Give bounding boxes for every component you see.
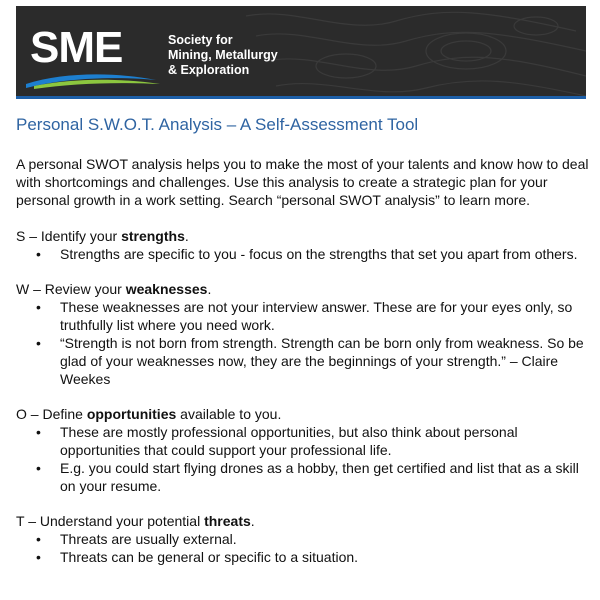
section-weaknesses (16, 280, 591, 388)
header-banner (16, 6, 586, 96)
heading-prefix: T – Understand your potential (16, 513, 205, 529)
section-threats (16, 512, 591, 566)
list-item-text: Threats are usually external. (60, 531, 237, 547)
banner-underline (16, 96, 586, 99)
bullet-icon: • (36, 335, 41, 351)
bullet-icon: • (36, 460, 41, 476)
list-item-text: These weaknesses are not your interview answer. These are for your eyes only, so truthfully list where you need work. (60, 299, 573, 333)
section-opportunities (16, 405, 591, 495)
section-heading (16, 512, 591, 530)
section-heading (16, 405, 591, 423)
heading-prefix: W – Review your (16, 281, 126, 297)
section-strengths (16, 227, 591, 263)
bullet-icon: • (36, 531, 41, 547)
heading-suffix: . (184, 228, 189, 244)
list-item-text: “Strength is not born from strength. Strength can be born only from weakness. So be glad of your weaknesses now, they are the beginnings of your strength.” – Claire Weekes (60, 335, 584, 387)
list-item (16, 298, 591, 334)
org-name-line: Society for (168, 33, 233, 47)
page-title: Personal S.W.O.T. Analysis – A Self-Assessment Tool (16, 115, 419, 134)
list-item (16, 245, 591, 263)
list-item-text: E.g. you could start flying drones as a hobby, then get certified and list that as a skill on your resume. (60, 460, 579, 494)
heading-prefix: O – Define (16, 406, 87, 422)
list-item-text: These are mostly professional opportunities, but also think about personal opportunities that could support your professional life. (60, 424, 518, 458)
section-heading (16, 227, 591, 245)
sme-logo (30, 23, 170, 90)
bullet-icon: • (36, 424, 41, 440)
heading-suffix: . (250, 513, 255, 529)
org-name-line: & Exploration (168, 63, 250, 77)
section-heading (16, 280, 591, 298)
bullet-icon: • (36, 299, 41, 315)
bullet-icon: • (36, 246, 41, 262)
heading-suffix: available to you. (176, 406, 282, 422)
org-name (168, 33, 278, 78)
heading-suffix: . (207, 281, 212, 297)
list-item (16, 548, 591, 566)
bullet-icon: • (36, 549, 41, 565)
list-item (16, 334, 591, 388)
heading-keyword: opportunities (86, 406, 177, 422)
document-body (16, 155, 591, 583)
list-item-text: Strengths are specific to you - focus on the strengths that set you apart from others. (60, 246, 578, 262)
org-name-line: Mining, Metallurgy (168, 48, 278, 62)
list-item-text: Threats can be general or specific to a situation. (60, 549, 359, 565)
bullet-list (16, 530, 591, 566)
heading-prefix: S – Identify your (16, 228, 122, 244)
heading-keyword: threats (204, 513, 251, 529)
list-item (16, 423, 591, 459)
intro-paragraph: A personal SWOT analysis helps you to make the most of your talents and know how to deal with shortcomings and challenges. Use this analysis to create a strategic plan for your personal growth in a work setting. Search “personal SWOT analysis” to learn more. (16, 156, 589, 208)
heading-keyword: strengths (121, 228, 185, 244)
heading-keyword: weaknesses (125, 281, 208, 297)
bullet-list (16, 423, 591, 495)
bullet-list (16, 245, 591, 263)
bullet-list (16, 298, 591, 388)
logo-swoosh-icon (24, 70, 164, 90)
logo-text: SME (30, 23, 123, 72)
list-item (16, 530, 591, 548)
list-item (16, 459, 591, 495)
